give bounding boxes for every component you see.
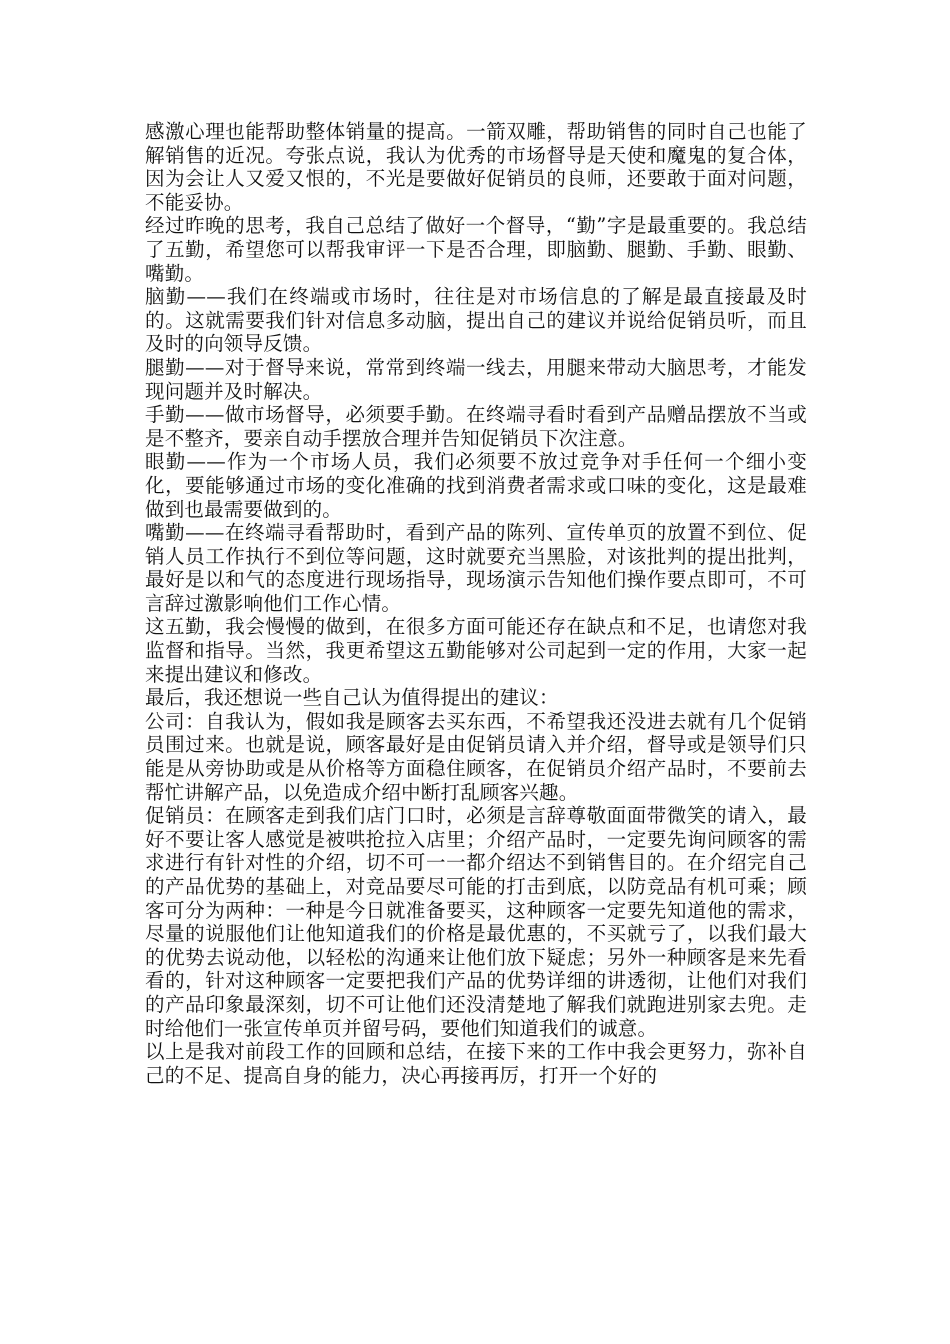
paragraph-1: 感激心理也能帮助整体销量的提高。一箭双雕，帮助销售的同时自己也能了解销售的近况。夸张点说，我认为优秀的市场督导是天使和魔鬼的复合体，因为会让人又爱又恨的，不光是要做好促销员的良师，还要敢于面对问题，不能妥协。 — [145, 120, 807, 214]
paragraph-3: 脑勤——我们在终端或市场时，往往是对市场信息的了解是最直接最及时的。这就需要我们针对信息多动脑，提出自己的建议并说给促销员听，而且及时的向领导反馈。 — [145, 285, 807, 356]
paragraph-4: 腿勤——对于督导来说，常常到终端一线去，用腿来带动大脑思考，才能发现问题并及时解决。 — [145, 355, 807, 403]
paragraph-10: 公司：自我认为，假如我是顾客去买东西，不希望我还没进去就有几个促销员围过来。也就是说，顾客最好是由促销员请入并介绍，督导或是领导们只能是从旁协助或是从价格等方面稳住顾客，在促销员介绍产品时，不要前去帮忙讲解产品，以免造成介绍中断打乱顾客兴趣。 — [145, 709, 807, 804]
paragraph-11: 促销员：在顾客走到我们店门口时，必须是言辞尊敬面面带微笑的请入，最好不要让客人感觉是被哄抢拉入店里；介绍产品时，一定要先询问顾客的需求进行有针对性的介绍，切不可一一都介绍达不到销售目的。在介绍完自己的产品优势的基础上，对竞品要尽可能的打击到底，以防竞品有机可乘；顾客可分为两种：一种是今日就准备要买，这种顾客一定要先知道他的需求，尽量的说服他们让他知道我们的价格是最优惠的，不买就亏了，以我们最大的优势去说动他，以轻松的沟通来让他们放下疑虑；另外一种顾客是来先看看的，针对这种顾客一定要把我们产品的优势详细的讲透彻，让他们对我们的产品印象最深刻，切不可让他们还没清楚地了解我们就跑进别家去兜。走时给他们一张宣传单页并留号码，要他们知道我们的诚意。 — [145, 804, 807, 1040]
paragraph-6: 眼勤——作为一个市场人员，我们必须要不放过竞争对手任何一个细小变化，要能够通过市场的变化准确的找到消费者需求或口味的变化，这是最难做到也最需要做到的。 — [145, 450, 807, 521]
paragraph-8: 这五勤，我会慢慢的做到，在很多方面可能还存在缺点和不足，也请您对我监督和指导。当然，我更希望这五勤能够对公司起到一定的作用，大家一起来提出建议和修改。 — [145, 615, 807, 686]
paragraph-9: 最后，我还想说一些自己认为值得提出的建议： — [145, 686, 559, 710]
paragraph-12: 以上是我对前段工作的回顾和总结，在接下来的工作中我会更努力，弥补自己的不足、提高自身的能力，决心再接再厉，打开一个好的 — [145, 1040, 807, 1087]
paragraph-5: 手勤——做市场督导，必须要手勤。在终端寻看时看到产品赠品摆放不当或是不整齐，要亲自动手摆放合理并告知促销员下次注意。 — [145, 403, 807, 450]
document-body — [145, 120, 807, 1087]
paragraph-2: 经过昨晚的思考，我自己总结了做好一个督导，“勤”字是最重要的。我总结了五勤，希望您可以帮我审评一下是否合理，即脑勤、腿勤、手勤、眼勤、嘴勤。 — [145, 214, 807, 285]
paragraph-7: 嘴勤——在终端寻看帮助时，看到产品的陈列、宣传单页的放置不到位、促销人员工作执行不到位等问题，这时就要充当黑脸，对该批判的提出批判，最好是以和气的态度进行现场指导，现场演示告知他们操作要点即可，不可言辞过激影响他们工作心情。 — [145, 521, 807, 615]
